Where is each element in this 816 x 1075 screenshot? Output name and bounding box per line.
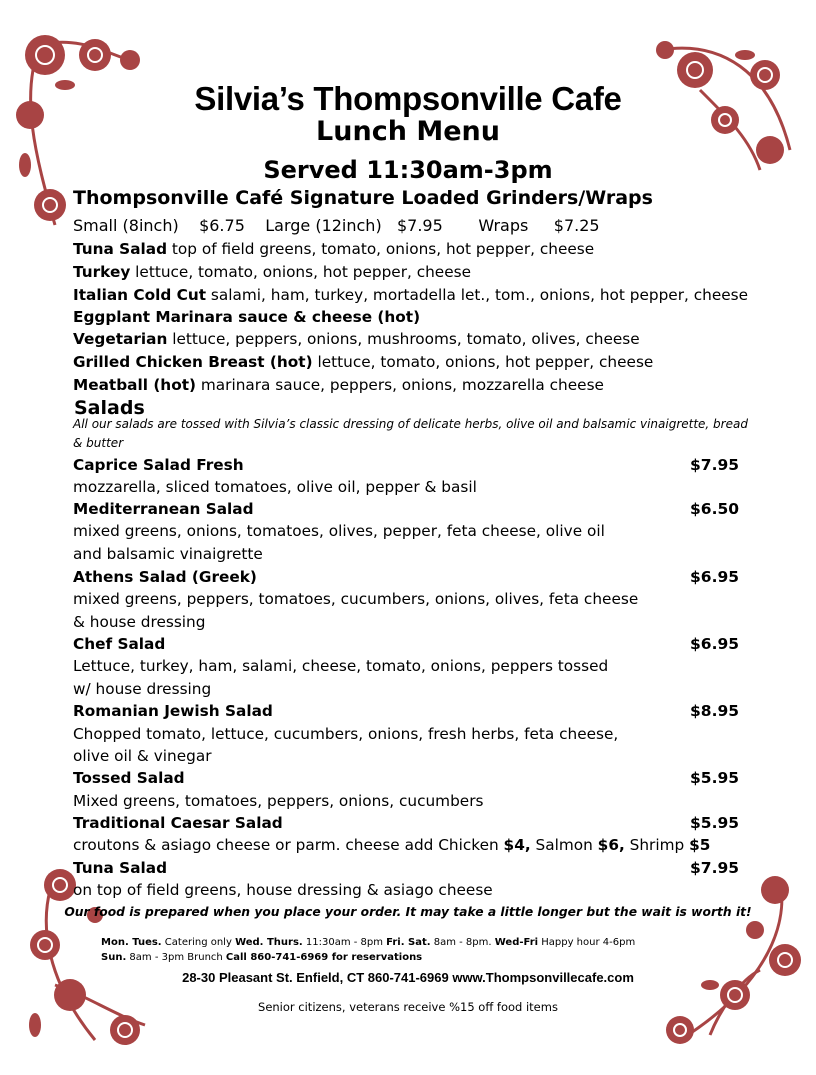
hours-text: Catering only: [161, 937, 236, 948]
grinder-item-desc: lettuce, tomato, onions, hot pepper, cheese: [312, 353, 654, 371]
hours-line-1: [101, 937, 635, 948]
grinder-item-desc: salami, ham, turkey, mortadella let., tom., onions, hot pepper, cheese: [206, 286, 749, 304]
grinder-item-name: Grilled Chicken Breast (hot): [73, 353, 313, 371]
salad-desc: Mixed greens, tomatoes, peppers, onions, cucumbers: [73, 792, 484, 810]
salad-desc: & house dressing: [73, 613, 206, 631]
salmon-price: $6,: [597, 836, 625, 854]
salad-price: $5.95: [690, 769, 740, 787]
salad-name: Romanian Jewish Salad: [73, 702, 273, 720]
grinder-item: [73, 240, 594, 258]
salad-name: Tuna Salad: [73, 859, 168, 877]
grinder-item-name: Vegetarian: [73, 330, 168, 348]
small-size-label: Small (8inch): [73, 216, 179, 235]
salad-name: Chef Salad: [73, 635, 166, 653]
hours-text: Happy hour 4-6pm: [538, 937, 636, 948]
grinder-item: [73, 353, 653, 371]
served-hours: Served 11:30am-3pm: [263, 156, 553, 184]
small-size-price: $6.75: [199, 216, 245, 235]
rose-ornament-bottom-right: [640, 870, 810, 1050]
grinder-size-prices: [73, 216, 600, 235]
hours-text: 11:30am - 8pm: [302, 937, 387, 948]
salad-desc: olive oil & vinegar: [73, 747, 212, 765]
grinder-item-desc: top of field greens, tomato, onions, hot pepper, cheese: [167, 240, 595, 258]
caesar-text: Shrimp: [624, 836, 690, 854]
large-size-label: Large (12inch): [265, 216, 382, 235]
salad-name: Traditional Caesar Salad: [73, 814, 283, 832]
wraps-label: Wraps: [478, 216, 529, 235]
salad-desc: mixed greens, peppers, tomatoes, cucumbers, onions, olives, feta cheese: [73, 590, 639, 608]
caesar-text: croutons & asiago cheese or parm. cheese add Chicken: [73, 836, 504, 854]
grinder-item-name: Meatball (hot): [73, 376, 197, 394]
salad-price: $8.95: [690, 702, 740, 720]
salad-desc: mixed greens, onions, tomatoes, olives, pepper, feta cheese, olive oil: [73, 522, 605, 540]
grinder-item-desc: lettuce, tomato, onions, hot pepper, cheese: [130, 263, 472, 281]
chicken-price: $4,: [503, 836, 531, 854]
grinder-item: [73, 286, 748, 304]
salad-name: Mediterranean Salad: [73, 500, 254, 518]
hours-days: Wed. Thurs.: [235, 937, 303, 948]
hours-line-2: [101, 952, 422, 963]
hours-text: 8am - 3pm Brunch: [126, 952, 226, 963]
salad-name: Caprice Salad Fresh: [73, 456, 244, 474]
senior-discount-note: Senior citizens, veterans receive %15 off food items: [258, 1000, 558, 1014]
salads-dressing-note: All our salads are tossed with Silvia’s classic dressing of delicate herbs, olive oil and balsamic vinaigrette, bread & butter: [73, 417, 748, 450]
hours-days: Sun.: [101, 952, 127, 963]
grinder-item-name: Tuna Salad: [73, 240, 168, 258]
hours-text: 8am - 8pm.: [430, 937, 495, 948]
salad-desc: on top of field greens, house dressing & asiago cheese: [73, 881, 493, 899]
hours-days: Wed-Fri: [494, 937, 539, 948]
salad-price: $7.95: [690, 456, 740, 474]
salad-desc: mozzarella, sliced tomatoes, olive oil, pepper & basil: [73, 478, 477, 496]
salad-desc: w/ house dressing: [73, 680, 212, 698]
wraps-price: $7.25: [553, 216, 600, 235]
salad-price: $5.95: [690, 814, 740, 832]
salad-price: $7.95: [690, 859, 740, 877]
salad-desc: and balsamic vinaigrette: [73, 545, 263, 563]
salad-name: Athens Salad (Greek): [73, 568, 257, 586]
menu-subtitle: Lunch Menu: [316, 116, 500, 147]
grinder-item: [73, 308, 420, 326]
salad-desc: Chopped tomato, lettuce, cucumbers, onions, fresh herbs, feta cheese,: [73, 725, 619, 743]
reservation-phone: Call 860-741-6969 for reservations: [225, 952, 423, 963]
grinder-item: [73, 330, 640, 348]
grinder-item-name: Eggplant Marinara sauce & cheese (hot): [73, 308, 421, 326]
address-line: 28-30 Pleasant St. Enfield, CT 860-741-6969 www.Thompsonvillecafe.com: [182, 970, 634, 985]
caesar-addons: [73, 836, 710, 854]
grinders-heading: Thompsonville Café Signature Loaded Grinders/Wraps: [73, 187, 653, 209]
caesar-text: Salmon: [530, 836, 598, 854]
cafe-title: Silvia’s Thompsonville Cafe: [194, 80, 622, 117]
preparation-note: Our food is prepared when you place your order. It may take a little longer but the wait is worth it!: [64, 905, 752, 919]
hours-days: Mon. Tues.: [101, 937, 162, 948]
hours-days: Fri. Sat.: [386, 937, 431, 948]
salads-heading: Salads: [74, 397, 145, 419]
grinder-item: [73, 376, 604, 394]
salad-desc: Lettuce, turkey, ham, salami, cheese, tomato, onions, peppers tossed: [73, 657, 609, 675]
grinder-item-name: Italian Cold Cut: [73, 286, 207, 304]
salad-price: $6.95: [690, 568, 740, 586]
salad-price: $6.95: [690, 635, 740, 653]
large-size-price: $7.95: [396, 216, 443, 235]
salad-price: $6.50: [690, 500, 740, 518]
grinder-item-desc: marinara sauce, peppers, onions, mozzarella cheese: [196, 376, 604, 394]
grinder-item: [73, 263, 471, 281]
grinder-item-name: Turkey: [73, 263, 131, 281]
salad-name: Tossed Salad: [73, 769, 185, 787]
grinder-item-desc: lettuce, peppers, onions, mushrooms, tomato, olives, cheese: [167, 330, 640, 348]
shrimp-price: $5: [689, 836, 711, 854]
